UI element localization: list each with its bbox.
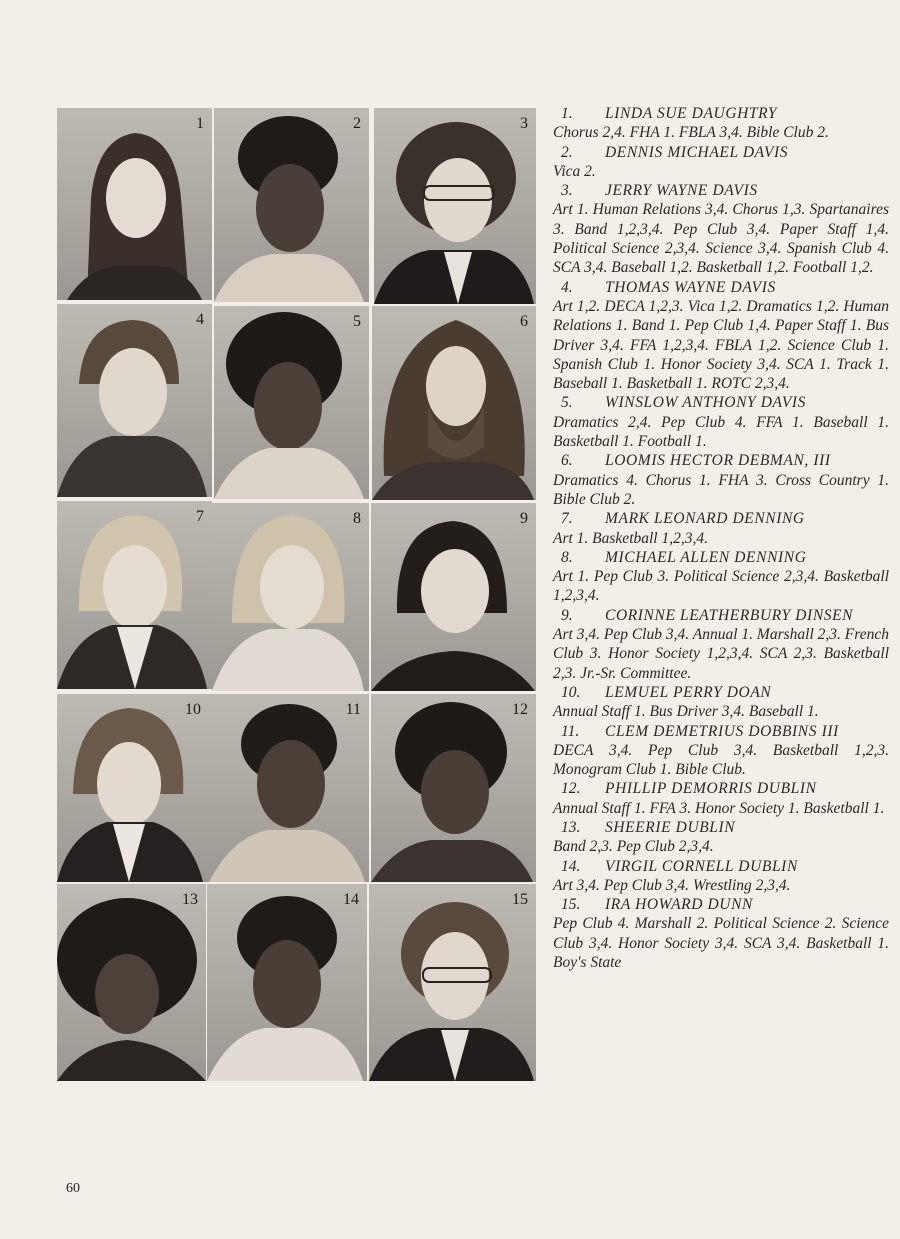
- student-name: VIRGIL CORNELL DUBLIN: [605, 857, 798, 875]
- activities: Dramatics 4. Chorus 1. FHA 3. Cross Country 1. Bible Club 2.: [553, 471, 889, 508]
- activities: Annual Staff 1. FFA 3. Honor Society 1. Basketball 1.: [553, 799, 885, 817]
- student-name: CLEM DEMETRIUS DOBBINS III: [605, 722, 839, 740]
- bio-number: 8.: [561, 548, 573, 566]
- bio-number: 13.: [561, 818, 581, 836]
- activities: Art 1. Basketball 1,2,3,4.: [553, 529, 708, 547]
- bio-entry: [553, 722, 889, 780]
- photo-number: 15: [512, 891, 528, 908]
- portrait-illustration: [214, 306, 369, 499]
- bio-number: 5.: [561, 394, 573, 412]
- student-name: CORINNE LEATHERBURY DINSEN: [605, 606, 854, 624]
- portrait-illustration: [371, 503, 536, 691]
- student-name: LINDA SUE DAUGHTRY: [605, 105, 778, 122]
- activities: Art 3,4. Pep Club 3,4. Wrestling 2,3,4.: [553, 876, 791, 894]
- student-name: IRA HOWARD DUNN: [605, 896, 753, 914]
- bio-entry: [553, 818, 889, 857]
- portrait-illustration: [57, 884, 206, 1081]
- student-name: LEMUEL PERRY DOAN: [605, 683, 772, 701]
- page-number: 60: [66, 1181, 80, 1196]
- student-name: SHEERIE DUBLIN: [605, 818, 736, 836]
- portrait-photo: [212, 503, 369, 691]
- portrait-illustration: [57, 108, 212, 300]
- photo-number: 14: [343, 891, 359, 908]
- student-name: PHILLIP DEMORRIS DUBLIN: [605, 780, 817, 798]
- bio-number: 6.: [561, 452, 573, 470]
- activities: Art 1. Pep Club 3. Political Science 2,3,4. Basketball 1,2,3,4.: [553, 568, 889, 605]
- bio-entry: [553, 857, 889, 896]
- activities: DECA 3,4. Pep Club 3,4. Basketball 1,2,3. Monogram Club 1. Bible Club.: [553, 741, 889, 779]
- bio-entry: [553, 895, 889, 972]
- activities: Art 3,4. Pep Club 3,4. Annual 1. Marshall 2,3. French Club 3. Honor Society 1,2,3,4. SCA 2,3. Basketball 2,3. Jr.-Sr. Committee.: [553, 626, 889, 682]
- photo-number: 9: [520, 510, 528, 527]
- bio-entry: [553, 104, 889, 143]
- activities: Dramatics 2,4. Pep Club 4. FFA 1. Baseball 1. Basketball 1. Football 1.: [553, 413, 889, 451]
- portrait-illustration: [212, 503, 369, 691]
- portrait-grid: [57, 108, 536, 1081]
- photo-number: 2: [353, 115, 361, 132]
- portrait-illustration: [209, 694, 369, 882]
- photo-number: 10: [185, 701, 201, 718]
- bio-number: 4.: [561, 278, 573, 296]
- photo-number: 5: [353, 313, 361, 330]
- photo-number: 4: [196, 311, 204, 328]
- student-name: THOMAS WAYNE DAVIS: [605, 278, 776, 296]
- photo-number: 3: [520, 115, 528, 132]
- photo-number: 1: [196, 115, 204, 132]
- portrait-photo: [214, 306, 369, 499]
- portrait-illustration: [371, 694, 536, 882]
- activities: Band 2,3. Pep Club 2,3,4.: [553, 838, 714, 856]
- bio-entry: [553, 181, 889, 277]
- activities: Chorus 2,4. FHA 1. FBLA 3,4. Bible Club 2.: [553, 124, 829, 142]
- portrait-photo: [374, 108, 536, 304]
- activities: Annual Staff 1. Bus Driver 3,4. Baseball 1.: [553, 703, 819, 721]
- photo-number: 11: [345, 701, 361, 718]
- bio-number: 9.: [561, 606, 573, 624]
- photo-number: 7: [196, 508, 204, 525]
- bio-number: 15.: [561, 896, 581, 914]
- portrait-photo: [57, 108, 212, 300]
- portrait-photo: [57, 694, 209, 882]
- portrait-illustration: [57, 304, 212, 497]
- portrait-illustration: [372, 306, 536, 500]
- portrait-photo: [57, 884, 206, 1081]
- photo-number: 12: [512, 701, 528, 718]
- activities: Pep Club 4. Marshall 2. Political Science 2. Science Club 3,4. Honor Society 3,4. SCA 3,4. Basketball 1. Boy's State: [553, 915, 889, 972]
- bio-number: 7.: [561, 510, 573, 528]
- photo-number: 13: [182, 891, 198, 908]
- student-name: WINSLOW ANTHONY DAVIS: [605, 394, 806, 412]
- bio-entry: [553, 509, 889, 548]
- bio-entry: [553, 606, 889, 683]
- bio-number: 10.: [561, 683, 581, 701]
- activities: Art 1,2. DECA 1,2,3. Vica 1,2. Dramatics 1,2. Human Relations 1. Band 1. Pep Club 1,4. Paper Staff 1. Bus Driver 3,4. FFA 1,2,3,4. FBLA 1,2. Science Club 1. Spanish Club 1. Honor Society 3,4. SCA 1. Track 1. Baseball 1. Basketball 1. ROTC 2,3,4.: [553, 297, 889, 393]
- portrait-photo: [371, 694, 536, 882]
- bio-entry: [553, 393, 889, 451]
- activities: Art 1. Human Relations 3,4. Chorus 1,3. Spartanaires 3. Band 1,2,3,4. Pep Club 3,4. Paper Staff 1,4. Political Science 2,3,4. Science 3,4. Spanish Club 4. SCA 3,4. Baseball 1,2. Basketball 1,2. Football 1,2.: [553, 201, 889, 277]
- bio-entry: [553, 278, 889, 394]
- student-name: MARK LEONARD DENNING: [605, 510, 805, 528]
- portrait-photo: [207, 884, 367, 1081]
- student-name: MICHAEL ALLEN DENNING: [605, 548, 807, 566]
- portrait-photo: [372, 306, 536, 500]
- activities: Vica 2.: [553, 162, 596, 180]
- portrait-photo: [369, 884, 536, 1081]
- student-name: LOOMIS HECTOR DEBMAN, III: [605, 452, 831, 470]
- bio-number: 11.: [561, 722, 580, 740]
- bio-number: 2.: [561, 143, 573, 161]
- photo-number: 6: [520, 313, 528, 330]
- portrait-photo: [57, 501, 212, 689]
- portrait-photo: [214, 108, 369, 302]
- student-bios: [553, 104, 889, 972]
- bio-number: 1.: [561, 105, 573, 122]
- bio-entry: [553, 683, 889, 722]
- portrait-illustration: [369, 884, 536, 1081]
- portrait-illustration: [57, 501, 212, 689]
- student-name: JERRY WAYNE DAVIS: [605, 182, 758, 200]
- bio-number: 14.: [561, 857, 581, 875]
- bio-number: 12.: [561, 780, 581, 798]
- bio-entry: [553, 548, 889, 606]
- bio-entry: [553, 451, 889, 509]
- portrait-illustration: [57, 694, 209, 882]
- student-name: DENNIS MICHAEL DAVIS: [605, 143, 789, 161]
- bio-entry: [553, 779, 889, 818]
- portrait-photo: [57, 304, 212, 497]
- portrait-illustration: [207, 884, 367, 1081]
- photo-number: 8: [353, 510, 361, 527]
- portrait-illustration: [214, 108, 369, 302]
- bio-number: 3.: [561, 182, 573, 200]
- portrait-illustration: [374, 108, 536, 304]
- portrait-photo: [371, 503, 536, 691]
- bio-entry: [553, 143, 889, 182]
- portrait-photo: [209, 694, 369, 882]
